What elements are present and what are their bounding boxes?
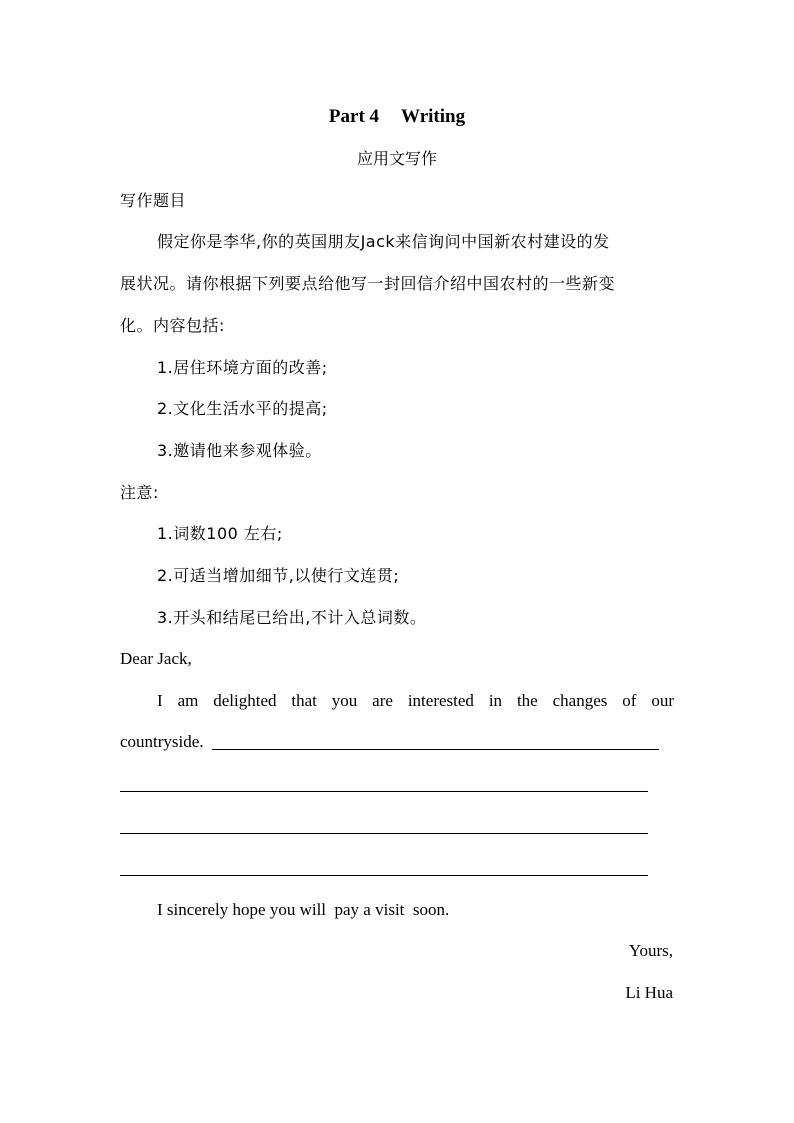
- letter-closing-sentence: I sincerely hope you will pay a visit soon.: [157, 900, 450, 919]
- opening-word: that: [291, 691, 317, 710]
- page-subtitle: 应用文写作: [356, 149, 437, 168]
- answer-blank-line-2[interactable]: [120, 791, 648, 792]
- page-title: [0, 106, 794, 128]
- notes-heading: 注意:: [120, 483, 159, 502]
- letter-opening-end: countryside.: [120, 732, 204, 751]
- prompt-line-3: 化。内容包括:: [120, 316, 225, 335]
- prompt-line-2: 展状况。请你根据下列要点给他写一封回信介绍中国农村的一些新变: [120, 274, 616, 293]
- answer-blank-line-3[interactable]: [120, 833, 648, 834]
- opening-word: am: [177, 691, 199, 710]
- title-part: Part 4: [328, 106, 380, 127]
- opening-word: delighted: [213, 691, 277, 710]
- opening-word: the: [516, 691, 538, 710]
- opening-word: I: [157, 691, 163, 710]
- task-point-2: 2.文化生活水平的提高;: [157, 399, 328, 418]
- letter-greeting: Dear Jack,: [120, 649, 192, 668]
- task-point-1: 1.居住环境方面的改善;: [157, 358, 328, 377]
- task-point-3: 3.邀请他来参观体验。: [157, 441, 322, 460]
- prompt-line-1: 假定你是李华,你的英国朋友Jack来信询问中国新农村建设的发: [157, 232, 610, 251]
- opening-word: our: [651, 691, 674, 710]
- letter-signoff: Yours,: [628, 941, 673, 960]
- note-item-2: 2.可适当增加细节,以使行文连贯;: [157, 566, 400, 585]
- opening-word: are: [372, 691, 393, 710]
- note-item-3: 3.开头和结尾已给出,不计入总词数。: [157, 608, 427, 627]
- opening-word: interested: [407, 691, 474, 710]
- task-heading: 写作题目: [120, 191, 187, 210]
- opening-word: you: [331, 691, 358, 710]
- opening-word: in: [488, 691, 503, 710]
- note-item-1: 1.词数100 左右;: [157, 524, 283, 543]
- letter-opening-line: [157, 690, 674, 712]
- opening-word: changes: [552, 691, 608, 710]
- letter-signature: Li Hua: [625, 983, 673, 1002]
- answer-blank-line-1[interactable]: [212, 749, 659, 750]
- title-section: Writing: [401, 106, 466, 127]
- opening-word: of: [622, 691, 637, 710]
- answer-blank-line-4[interactable]: [120, 875, 648, 876]
